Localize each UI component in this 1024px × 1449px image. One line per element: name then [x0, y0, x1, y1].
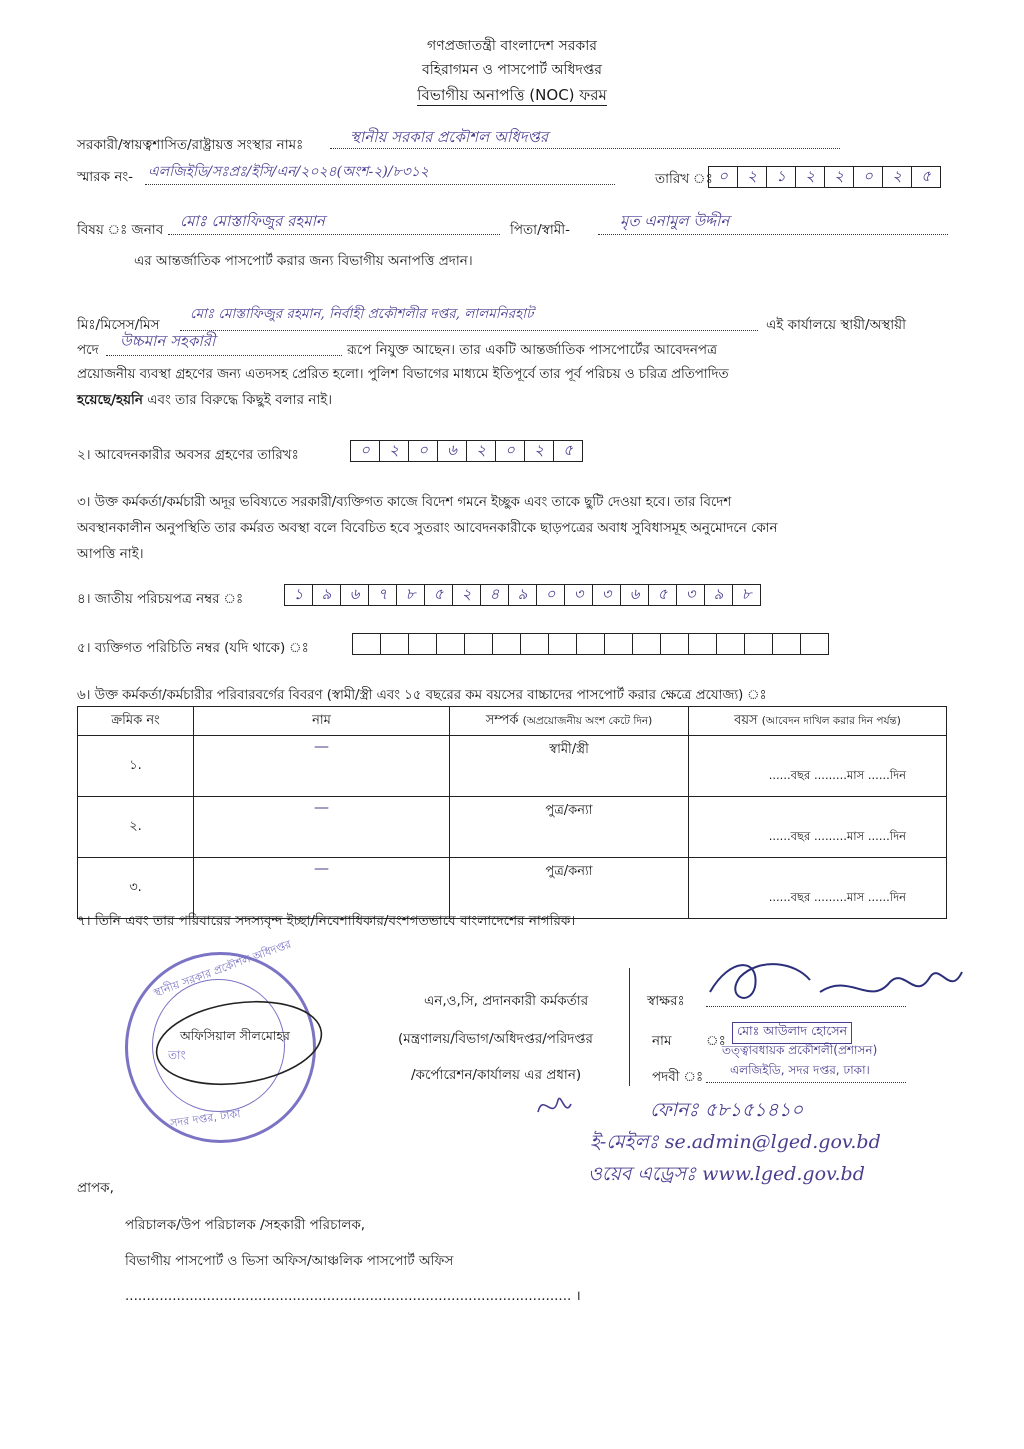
officer-office: এলজিইডি, সদর দপ্তর, ঢাকা।	[730, 1063, 870, 1077]
digit-box[interactable]	[409, 633, 437, 655]
digit-box[interactable]: ৯	[313, 584, 341, 606]
row-name[interactable]: —	[194, 858, 450, 919]
digit-box[interactable]: ৮	[397, 584, 425, 606]
digit-box[interactable]: ৯	[705, 584, 733, 606]
digit-box[interactable]: ০	[350, 440, 380, 462]
divider-line	[629, 968, 630, 1086]
authority-line2: (মন্ত্রণালয়/বিভাগ/অধিদপ্তর/পরিদপ্তর	[398, 1031, 593, 1047]
para1-rest3	[77, 389, 332, 412]
digit-box[interactable]	[689, 633, 717, 655]
digit-box[interactable]	[381, 633, 409, 655]
digit-box[interactable]: ০	[854, 166, 883, 188]
row-serial: ১.	[78, 736, 194, 797]
row-name[interactable]: —	[194, 797, 450, 858]
digit-box[interactable]: ০	[409, 440, 438, 462]
family-label: ৬। উক্ত কর্মকর্তা/কর্মচারীর পরিবারবর্গের বিবরণ (স্বামী/স্ত্রী এবং ১৫ বছরের কম বয়সের বাচ্চাদের পাসপোর্ট করার ক্ষেত্রে প্রযোজ্য) ঃ	[77, 688, 767, 703]
digit-box[interactable]: ২	[825, 166, 854, 188]
signature-image	[700, 952, 970, 1022]
family-table-header	[78, 707, 947, 736]
post-value: উচ্চমান সহকারী	[120, 332, 216, 350]
row-age: ......বছর .........মাস ......দিন	[689, 797, 947, 858]
row-relation: পুত্র/কন্যা	[450, 797, 689, 858]
nid-label: ৪। জাতীয় পরিচয়পত্র নম্বর ঃ	[77, 591, 244, 607]
retirement-date-boxes[interactable]	[350, 440, 583, 462]
row-relation: পুত্র/কন্যা	[450, 858, 689, 919]
seal-label: অফিসিয়াল সীলমোহর	[180, 1028, 290, 1043]
row-serial: ৩.	[78, 858, 194, 919]
initial-mark	[533, 1092, 573, 1122]
recipient-line2: বিভাগীয় পাসপোর্ট ও ভিসা অফিস/আঞ্চলিক পাসপোর্ট অফিস	[125, 1253, 454, 1269]
memo-date-label: তারিখ ঃ	[655, 171, 713, 187]
digit-box[interactable]	[521, 633, 549, 655]
digit-box[interactable]: ৫	[554, 440, 583, 462]
row-relation: স্বামী/স্ত্রী	[450, 736, 689, 797]
digit-box[interactable]: ৬	[621, 584, 649, 606]
digit-box[interactable]: ২	[467, 440, 496, 462]
digit-box[interactable]: ৫	[425, 584, 453, 606]
recipient-label: প্রাপক,	[77, 1180, 114, 1196]
table-row	[78, 797, 947, 858]
digit-box[interactable]	[661, 633, 689, 655]
digit-box[interactable]: ২	[796, 166, 825, 188]
digit-box[interactable]: ৪	[481, 584, 509, 606]
para1-rest2: প্রয়োজনীয় ব্যবস্থা গ্রহণের জন্য এতদসহ প্রেরিত হলো। পুলিশ বিভাগের মাধ্যমে ইতিপূর্বে তার পূর্ব পরিচয় ও চরিত্র প্রতিপাদিত	[77, 367, 729, 382]
memo-value: এলজিইডি/সঃপ্রঃ/ইসি/এন/২০২৪(অংশ-২)/৮৩১২	[148, 164, 429, 180]
digit-box[interactable]	[745, 633, 773, 655]
family-table	[77, 706, 947, 919]
digit-box[interactable]: ৩	[593, 584, 621, 606]
status-text: হয়েছে/হয়নি	[77, 392, 143, 408]
subject-label: বিষয় ঃ জনাব	[77, 222, 164, 238]
personal-id-boxes[interactable]	[352, 633, 829, 655]
digit-box[interactable]	[493, 633, 521, 655]
col-age: বয়স (আবেদন দাখিল করার দিন পর্যন্ত)	[689, 707, 947, 736]
sign-label: স্বাক্ষরঃ	[647, 993, 685, 1009]
item3-line3: আপত্তি নাই।	[77, 546, 144, 562]
row-serial: ২.	[78, 797, 194, 858]
digit-box[interactable]	[773, 633, 801, 655]
designation-label: পদবী ঃ	[652, 1069, 704, 1085]
para1-rest3-text: এবং তার বিরুদ্ধে কিছুই বলার নাই।	[147, 392, 333, 408]
row-name[interactable]: —	[194, 736, 450, 797]
dept-title: বহিরাগমন ও পাসপোর্ট অধিদপ্তর	[421, 62, 603, 78]
digit-box[interactable]	[577, 633, 605, 655]
name-colon: ঃ	[706, 1033, 726, 1049]
seal-ring-bottom: সদর দপ্তর, ঢাকা	[169, 1107, 242, 1130]
digit-box[interactable]	[437, 633, 465, 655]
digit-box[interactable]	[801, 633, 829, 655]
authority-line1: এন,ও,সি, প্রদানকারী কর্মকর্তার	[424, 993, 589, 1009]
recipient-line1: পরিচালক/উপ পরিচালক /সহকারী পরিচালক,	[125, 1217, 366, 1233]
retirement-label: ২। আবেদনকারীর অবসর গ্রহণের তারিখঃ	[77, 447, 299, 463]
digit-box[interactable]: ৯	[509, 584, 537, 606]
digit-box[interactable]: ২	[380, 440, 409, 462]
item3-line2: অবস্থানকালীন অনুপস্থিতি তার কর্মরত অবস্থা বলে বিবেচিত হবে সুতরাং আবেদনকারীকে ছাড়পত্রের অবাধ সুবিধাসমূহ অনুমোদনে কোন	[77, 521, 778, 536]
contact-phone: ফোনঃ ৫৮১৫১৪১০	[650, 1099, 804, 1121]
para1-suffix: এই কার্যালয়ে স্থায়ী/অস্থায়ী	[766, 317, 906, 333]
digit-box[interactable]: ৬	[341, 584, 369, 606]
digit-box[interactable]: ১	[284, 584, 313, 606]
digit-box[interactable]: ৩	[565, 584, 593, 606]
table-row	[78, 736, 947, 797]
digit-box[interactable]	[633, 633, 661, 655]
contact-email: ই-মেইলঃ se.admin@lged.gov.bd	[590, 1131, 881, 1153]
digit-box[interactable]: ৬	[438, 440, 467, 462]
para1-prefix: মিঃ/মিসেস/মিস	[77, 317, 160, 333]
officer-designation: তত্ত্বাবধায়ক প্রকৌশলী(প্রশাসন)	[722, 1043, 878, 1057]
digit-box[interactable]: ২	[883, 166, 912, 188]
digit-box[interactable]: ০	[496, 440, 525, 462]
recipient-line3: ........................................................................................................ ।	[125, 1288, 581, 1304]
para1-name: মোঃ মোস্তাফিজুর রহমান, নির্বাহী প্রকৌশলীর দপ্তর, লালমনিরহাট	[190, 306, 534, 322]
digit-box[interactable]	[549, 633, 577, 655]
seal-date-label: তাং	[168, 1048, 186, 1062]
digit-box[interactable]: ৭	[369, 584, 397, 606]
digit-box[interactable]	[605, 633, 633, 655]
digit-box[interactable]: ৫	[912, 166, 941, 188]
digit-box[interactable]: ৮	[733, 584, 761, 606]
digit-box[interactable]: ০	[708, 166, 738, 188]
authority-line3: /কর্পোরেশন/কার্যালয় এর প্রধান)	[411, 1067, 582, 1083]
subject-line2: এর আন্তর্জাতিক পাসপোর্ট করার জন্য বিভাগীয় অনাপত্তি প্রদান।	[134, 253, 473, 269]
item3-line1: ৩। উক্ত কর্মকর্তা/কর্মচারী অদূর ভবিষ্যতে সরকারী/ব্যক্তিগত কাজে বিদেশ গমনে ইচ্ছুক এবং তাকে ছুটি দেওয়া হবে। তার বিদেশ	[77, 495, 732, 510]
row-age: ......বছর .........মাস ......দিন	[689, 736, 947, 797]
para1-rest1: রূপে নিযুক্ত আছেন। তার একটি আন্তর্জাতিক পাসপোর্টের আবেদনপত্র	[347, 342, 718, 358]
digit-box[interactable]: ২	[525, 440, 554, 462]
col-name: নাম	[194, 707, 450, 736]
digit-box[interactable]: ৩	[677, 584, 705, 606]
digit-box[interactable]: ৫	[649, 584, 677, 606]
digit-box[interactable]	[717, 633, 745, 655]
officer-name: মোঃ আউলাদ হোসেন	[732, 1022, 852, 1044]
org-label: সরকারী/স্বায়ত্বশাসিত/রাষ্ট্রায়ত্ত সংস্থার নামঃ	[77, 137, 304, 153]
seal-ring-top: স্থানীয় সরকার প্রকৌশল অধিদপ্তর	[151, 937, 293, 1000]
digit-box[interactable]: ১	[767, 166, 796, 188]
contact-web: ওয়েব এড্রেসঃ www.lged.gov.bd	[588, 1163, 865, 1185]
row-age: ......বছর .........মাস ......দিন	[689, 858, 947, 919]
digit-box[interactable]	[352, 633, 381, 655]
digit-box[interactable]: ২	[453, 584, 481, 606]
digit-box[interactable]	[465, 633, 493, 655]
memo-label: স্মারক নং-	[77, 169, 134, 185]
org-value: স্থানীয় সরকার প্রকৌশল অধিদপ্তর	[350, 128, 549, 146]
memo-date-boxes[interactable]	[708, 166, 941, 188]
subject-name: মোঃ মোস্তাফিজুর রহমান	[180, 212, 325, 230]
item7-text: ৭। তিনি এবং তার পরিবারের সদস্যবৃন্দ ইচ্ছা/নিবেশাধিকার/বংশগতভাবে বাংলাদেশের নাগরিক।	[77, 913, 576, 929]
name-label: নাম	[652, 1033, 672, 1049]
father-name: মৃত এনামুল উদ্দীন	[620, 212, 730, 230]
form-title: বিভাগীয় অনাপত্তি (NOC) ফরম	[417, 86, 607, 104]
govt-title: গণপ্রজাতন্ত্রী বাংলাদেশ সরকার	[427, 38, 597, 54]
col-serial: ক্রমিক নং	[78, 707, 194, 736]
personal-id-label: ৫। ব্যক্তিগত পরিচিতি নম্বর (যদি থাকে) ঃ	[77, 640, 309, 656]
digit-box[interactable]: ০	[537, 584, 565, 606]
digit-box[interactable]: ২	[738, 166, 767, 188]
col-relation: সম্পর্ক (অপ্রয়োজনীয় অংশ কেটে দিন)	[450, 707, 689, 736]
post-label: পদে	[77, 342, 99, 358]
nid-boxes[interactable]	[284, 584, 761, 606]
father-label: পিতা/স্বামী-	[510, 222, 570, 238]
